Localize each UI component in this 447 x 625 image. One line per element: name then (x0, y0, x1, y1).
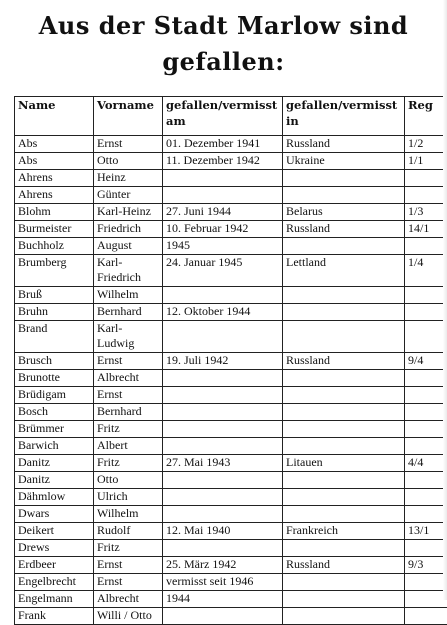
cell-vorname: Rudolf (94, 523, 163, 540)
cell-name: Brand (15, 321, 94, 353)
cell-reg: 9/4 (405, 353, 447, 370)
table-body (15, 136, 447, 625)
cell-vorname: Bernhard (94, 404, 163, 421)
cell-place: Russland (283, 557, 405, 574)
cell-vorname: Fritz (94, 421, 163, 438)
cell-reg (405, 187, 447, 204)
header-name: Name (15, 97, 94, 136)
table-row (15, 506, 447, 523)
cell-reg: 1/4 (405, 255, 447, 287)
table-row (15, 438, 447, 455)
cell-name: Abs (15, 153, 94, 170)
cell-name: Blohm (15, 204, 94, 221)
cell-place (283, 421, 405, 438)
cell-name: Bruß (15, 287, 94, 304)
table-row (15, 204, 447, 221)
cell-date (163, 472, 283, 489)
table-row (15, 255, 447, 287)
cell-reg (405, 387, 447, 404)
cell-date (163, 489, 283, 506)
table-row (15, 304, 447, 321)
cell-name: Brümmer (15, 421, 94, 438)
cell-name: Dähmlow (15, 489, 94, 506)
table-row (15, 238, 447, 255)
cell-reg (405, 238, 447, 255)
cell-reg (405, 489, 447, 506)
cell-name: Engelmann (15, 591, 94, 608)
cell-place (283, 238, 405, 255)
cell-name: Abs (15, 136, 94, 153)
cell-vorname: Otto (94, 472, 163, 489)
cell-reg: 14/1 (405, 221, 447, 238)
cell-date: vermisst seit 1946 (163, 574, 283, 591)
cell-place: Frankreich (283, 523, 405, 540)
cell-reg (405, 591, 447, 608)
table-row (15, 153, 447, 170)
cell-name: Deikert (15, 523, 94, 540)
document-title (0, 8, 447, 80)
cell-name: Bosch (15, 404, 94, 421)
cell-reg: 9/3 (405, 557, 447, 574)
cell-place (283, 404, 405, 421)
cell-place (283, 574, 405, 591)
cell-date: 1945 (163, 238, 283, 255)
cell-date (163, 438, 283, 455)
table-row (15, 608, 447, 625)
cell-vorname: Willi / Otto (94, 608, 163, 625)
cell-date: 11. Dezember 1942 (163, 153, 283, 170)
cell-place: Russland (283, 221, 405, 238)
cell-name: Danitz (15, 472, 94, 489)
table-row (15, 353, 447, 370)
table-row (15, 287, 447, 304)
table-row (15, 321, 447, 353)
cell-reg (405, 304, 447, 321)
cell-name: Erdbeer (15, 557, 94, 574)
cell-place (283, 489, 405, 506)
cell-reg: 13/1 (405, 523, 447, 540)
cell-reg (405, 506, 447, 523)
cell-place: Belarus (283, 204, 405, 221)
cell-reg (405, 370, 447, 387)
cell-date (163, 506, 283, 523)
header-place: gefallen/vermisst in (283, 97, 405, 136)
table-row (15, 540, 447, 557)
cell-vorname: Fritz (94, 540, 163, 557)
cell-reg (405, 170, 447, 187)
cell-reg (405, 574, 447, 591)
cell-reg (405, 540, 447, 557)
table-row (15, 136, 447, 153)
cell-name: Ahrens (15, 170, 94, 187)
table-row (15, 591, 447, 608)
cell-place (283, 370, 405, 387)
cell-reg: 1/2 (405, 136, 447, 153)
cell-reg (405, 608, 447, 625)
table-header-row (15, 97, 447, 136)
cell-vorname: Ernst (94, 557, 163, 574)
cell-vorname: Ernst (94, 574, 163, 591)
cell-date (163, 287, 283, 304)
cell-place: Litauen (283, 455, 405, 472)
cell-name: Burmeister (15, 221, 94, 238)
cell-date (163, 421, 283, 438)
cell-vorname: Friedrich (94, 221, 163, 238)
cell-vorname: Albrecht (94, 591, 163, 608)
cell-reg: 1/3 (405, 204, 447, 221)
casualty-table (14, 96, 447, 625)
cell-name: Brusch (15, 353, 94, 370)
cell-date (163, 540, 283, 557)
title-line-1: Aus der Stadt Marlow sind (39, 11, 408, 40)
cell-place: Ukraine (283, 153, 405, 170)
table-row (15, 404, 447, 421)
cell-vorname: Heinz (94, 170, 163, 187)
header-vorname: Vorname (94, 97, 163, 136)
cell-place (283, 170, 405, 187)
cell-date: 27. Mai 1943 (163, 455, 283, 472)
cell-vorname: Wilhelm (94, 506, 163, 523)
cell-place (283, 321, 405, 353)
table-row (15, 187, 447, 204)
cell-place (283, 287, 405, 304)
cell-vorname: Ernst (94, 387, 163, 404)
cell-date (163, 404, 283, 421)
table-row (15, 489, 447, 506)
cell-date: 1944 (163, 591, 283, 608)
cell-place (283, 387, 405, 404)
cell-name: Drews (15, 540, 94, 557)
header-reg: Reg (405, 97, 447, 136)
cell-date (163, 321, 283, 353)
cell-name: Engelbrecht (15, 574, 94, 591)
cell-vorname: Günter (94, 187, 163, 204)
scan-edge-shadow (443, 0, 447, 600)
cell-reg: 4/4 (405, 455, 447, 472)
table-row (15, 387, 447, 404)
cell-vorname: Ernst (94, 136, 163, 153)
cell-date: 19. Juli 1942 (163, 353, 283, 370)
cell-name: Brumberg (15, 255, 94, 287)
cell-vorname: Karl- Ludwig (94, 321, 163, 353)
cell-date (163, 170, 283, 187)
cell-vorname: Wilhelm (94, 287, 163, 304)
cell-reg (405, 421, 447, 438)
cell-reg (405, 472, 447, 489)
cell-date (163, 187, 283, 204)
cell-name: Brunotte (15, 370, 94, 387)
header-date: gefallen/vermisst am (163, 97, 283, 136)
cell-place (283, 540, 405, 557)
cell-vorname: Karl-Heinz (94, 204, 163, 221)
table-row (15, 455, 447, 472)
cell-name: Barwich (15, 438, 94, 455)
cell-name: Brüdigam (15, 387, 94, 404)
cell-vorname: Ernst (94, 353, 163, 370)
cell-date: 24. Januar 1945 (163, 255, 283, 287)
cell-name: Bruhn (15, 304, 94, 321)
cell-date (163, 387, 283, 404)
cell-date: 12. Oktober 1944 (163, 304, 283, 321)
cell-date: 27. Juni 1944 (163, 204, 283, 221)
cell-vorname: Otto (94, 153, 163, 170)
cell-place: Russland (283, 136, 405, 153)
cell-vorname: Fritz (94, 455, 163, 472)
table-row (15, 170, 447, 187)
cell-date: 01. Dezember 1941 (163, 136, 283, 153)
table-row (15, 370, 447, 387)
cell-reg (405, 287, 447, 304)
cell-place (283, 506, 405, 523)
table-row (15, 523, 447, 540)
cell-date: 10. Februar 1942 (163, 221, 283, 238)
cell-place: Lettland (283, 255, 405, 287)
table-row (15, 421, 447, 438)
cell-vorname: August (94, 238, 163, 255)
cell-place (283, 591, 405, 608)
cell-vorname: Ulrich (94, 489, 163, 506)
table-row (15, 574, 447, 591)
cell-place (283, 472, 405, 489)
cell-place (283, 438, 405, 455)
title-line-2: gefallen: (0, 44, 447, 80)
cell-reg: 1/1 (405, 153, 447, 170)
cell-name: Dwars (15, 506, 94, 523)
cell-vorname: Albert (94, 438, 163, 455)
cell-reg (405, 438, 447, 455)
cell-name: Danitz (15, 455, 94, 472)
cell-date (163, 608, 283, 625)
cell-vorname: Albrecht (94, 370, 163, 387)
cell-place: Russland (283, 353, 405, 370)
table-row (15, 221, 447, 238)
cell-name: Buchholz (15, 238, 94, 255)
cell-date: 25. März 1942 (163, 557, 283, 574)
cell-vorname: Karl- Friedrich (94, 255, 163, 287)
cell-place (283, 187, 405, 204)
cell-reg (405, 321, 447, 353)
cell-name: Frank (15, 608, 94, 625)
cell-name: Ahrens (15, 187, 94, 204)
cell-place (283, 304, 405, 321)
cell-date (163, 370, 283, 387)
cell-reg (405, 404, 447, 421)
cell-date: 12. Mai 1940 (163, 523, 283, 540)
cell-vorname: Bernhard (94, 304, 163, 321)
cell-place (283, 608, 405, 625)
table-row (15, 557, 447, 574)
table-row (15, 472, 447, 489)
